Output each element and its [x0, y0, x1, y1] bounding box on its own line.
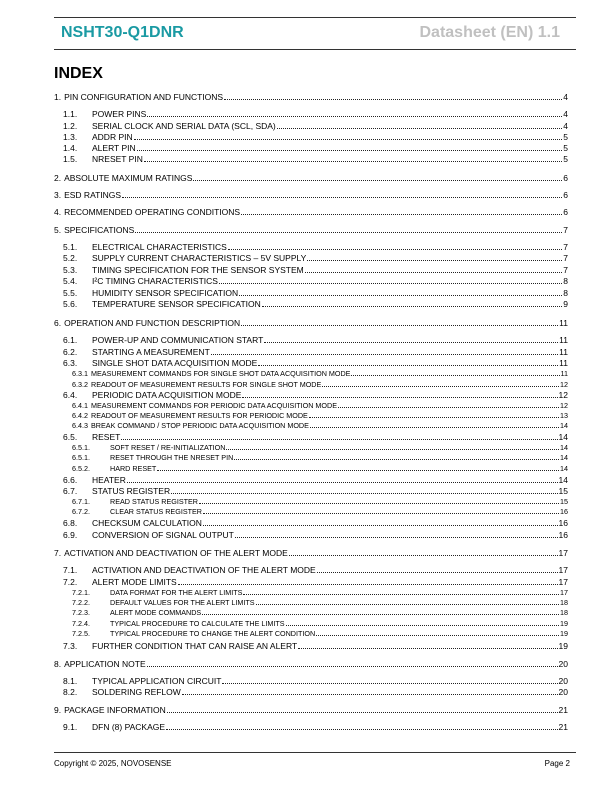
- toc-dot-leader: [307, 260, 562, 261]
- toc-entry-title: POWER PINS: [92, 109, 147, 119]
- toc-entry-level-3[interactable]: [54, 453, 568, 462]
- toc-entry-number: 6.4.: [63, 390, 78, 400]
- toc-entry-level-3[interactable]: [54, 629, 568, 638]
- toc-dot-leader: [243, 594, 559, 595]
- toc-entry-title: DEFAULT VALUES FOR THE ALERT LIMITS: [110, 598, 255, 607]
- toc-dot-leader: [262, 306, 563, 307]
- toc-dot-leader: [147, 116, 562, 117]
- toc-entry-page: 5: [563, 143, 568, 153]
- toc-entry-number: 7.2.: [63, 577, 78, 587]
- toc-entry-level-2[interactable]: [54, 347, 568, 357]
- toc-dot-leader: [222, 683, 557, 684]
- toc-entry-title: MEASUREMENT COMMANDS FOR SINGLE SHOT DATA ACQUISITION MODE: [91, 369, 351, 378]
- toc-dot-leader: [199, 503, 559, 504]
- toc-entry-number: 6.8.: [63, 518, 78, 528]
- toc-entry-title: SOFT RESET / RE-INITIALIZATION: [110, 443, 226, 452]
- toc-entry-page: 5: [563, 154, 568, 164]
- toc-dot-leader: [239, 295, 562, 296]
- toc-entry-number: 6.7.1.: [72, 497, 90, 506]
- toc-entry-title: ACTIVATION AND DEACTIVATION OF THE ALERT MODE: [92, 565, 316, 575]
- toc-entry-number: 9.: [54, 705, 62, 715]
- toc-dot-leader: [264, 342, 558, 343]
- toc-entry-page: 17: [558, 565, 568, 575]
- toc-entry-number: 7.1.: [63, 565, 78, 575]
- toc-entry-page: 15: [560, 497, 568, 506]
- toc-dot-leader: [258, 365, 558, 366]
- toc-entry-level-2[interactable]: [54, 530, 568, 540]
- toc-dot-leader: [167, 712, 558, 713]
- toc-dot-leader: [127, 482, 558, 483]
- toc-entry-page: 16: [558, 518, 568, 528]
- toc-entry-number: 1.5.: [63, 154, 78, 164]
- toc-entry-title: TYPICAL PROCEDURE TO CHANGE THE ALERT CONDITION: [110, 629, 316, 638]
- toc-entry-level-3[interactable]: [54, 380, 568, 389]
- toc-entry-title: ACTIVATION AND DEACTIVATION OF THE ALERT MODE: [64, 548, 288, 558]
- toc-dot-leader: [234, 459, 559, 460]
- toc-entry-level-2[interactable]: [54, 335, 568, 345]
- toc-entry-title: PIN CONFIGURATION AND FUNCTIONS: [64, 92, 224, 102]
- toc-entry-page: 11: [560, 369, 568, 378]
- toc-entry-level-1[interactable]: [54, 92, 568, 102]
- toc-entry-number: 1.: [54, 92, 62, 102]
- toc-entry-level-2[interactable]: [54, 154, 568, 164]
- toc-entry-page: 7: [563, 225, 568, 235]
- toc-entry-number: 5.4.: [63, 276, 78, 286]
- document-kind: Datasheet (EN) 1.1: [419, 24, 560, 41]
- toc-dot-leader: [256, 604, 559, 605]
- toc-entry-title: BREAK COMMAND / STOP PERIODIC DATA ACQUISITION MODE: [91, 421, 309, 430]
- toc-entry-level-1[interactable]: [54, 318, 568, 328]
- toc-entry-title: TIMING SPECIFICATION FOR THE SENSOR SYSTEM: [92, 265, 304, 275]
- toc-entry-number: 6.2.: [63, 347, 78, 357]
- toc-dot-leader: [316, 635, 559, 636]
- toc-entry-title: RESET THROUGH THE NRESET PIN: [110, 453, 234, 462]
- toc-entry-page: 4: [563, 121, 568, 131]
- toc-entry-level-2[interactable]: [54, 276, 568, 286]
- toc-entry-page: 16: [558, 530, 568, 540]
- toc-entry-number: 5.: [54, 225, 62, 235]
- toc-entry-number: 6.5.: [63, 432, 78, 442]
- toc-entry-level-3[interactable]: [54, 411, 568, 420]
- toc-entry-level-2[interactable]: [54, 109, 568, 119]
- toc-entry-page: 20: [558, 676, 568, 686]
- page-number: Page 2: [544, 759, 570, 768]
- toc-entry-page: 7: [563, 253, 568, 263]
- toc-entry-number: 7.3.: [63, 641, 78, 651]
- toc-entry-number: 6.9.: [63, 530, 78, 540]
- toc-dot-leader: [289, 555, 558, 556]
- document-title: NSHT30-Q1DNR: [61, 24, 184, 41]
- toc-entry-page: 11: [559, 347, 568, 357]
- toc-entry-page: 20: [558, 659, 568, 669]
- toc-entry-number: 1.1.: [63, 109, 78, 119]
- toc-dot-leader: [211, 354, 558, 355]
- toc-entry-title: READ STATUS REGISTER: [110, 497, 198, 506]
- toc-entry-level-3[interactable]: [54, 421, 568, 430]
- toc-entry-level-2[interactable]: [54, 641, 568, 651]
- toc-entry-page: 18: [560, 608, 568, 617]
- toc-entry-number: 6.6.: [63, 475, 78, 485]
- toc-entry-page: 14: [558, 475, 568, 485]
- toc-entry-level-2[interactable]: [54, 577, 568, 587]
- toc-entry-title: READOUT OF MEASUREMENT RESULTS FOR PERIODIC MODE: [91, 411, 308, 420]
- toc-dot-leader: [147, 666, 558, 667]
- toc-entry-number: 6.3.2: [72, 380, 88, 389]
- toc-dot-leader: [242, 397, 557, 398]
- toc-entry-page: 4: [563, 109, 568, 119]
- toc-entry-title: FURTHER CONDITION THAT CAN RAISE AN ALERT: [92, 641, 298, 651]
- toc-dot-leader: [134, 139, 563, 140]
- toc-entry-title: I²C TIMING CHARACTERISTICS: [92, 276, 218, 286]
- toc-entry-title: SERIAL CLOCK AND SERIAL DATA (SCL, SDA): [92, 121, 276, 131]
- toc-entry-number: 7.: [54, 548, 62, 558]
- toc-entry-title: STARTING A MEASUREMENT: [92, 347, 210, 357]
- toc-entry-page: 17: [558, 548, 568, 558]
- toc-entry-level-1[interactable]: [54, 207, 568, 217]
- toc-entry-number: 6.4.2: [72, 411, 88, 420]
- toc-dot-leader: [203, 525, 558, 526]
- toc-entry-number: 7.2.2.: [72, 598, 90, 607]
- toc-entry-title: READOUT OF MEASUREMENT RESULTS FOR SINGLE SHOT MODE: [91, 380, 322, 389]
- toc-entry-level-1[interactable]: [54, 173, 568, 183]
- toc-entry-page: 12: [560, 401, 568, 410]
- header-top-rule: [54, 17, 576, 18]
- toc-entry-level-2[interactable]: [54, 358, 568, 368]
- toc-entry-level-2[interactable]: [54, 687, 568, 697]
- toc-entry-level-2[interactable]: [54, 475, 568, 485]
- toc-dot-leader: [166, 729, 557, 730]
- toc-dot-leader: [121, 439, 557, 440]
- toc-entry-title: TYPICAL PROCEDURE TO CALCULATE THE LIMITS: [110, 619, 285, 628]
- footer-rule: [54, 752, 576, 753]
- toc-entry-page: 5: [563, 132, 568, 142]
- toc-entry-number: 2.: [54, 173, 62, 183]
- toc-entry-title: CLEAR STATUS REGISTER: [110, 507, 202, 516]
- toc-entry-page: 12: [560, 380, 568, 389]
- header-bottom-rule: [54, 49, 576, 50]
- toc-entry-page: 14: [560, 453, 568, 462]
- toc-entry-number: 7.2.4.: [72, 619, 90, 628]
- toc-entry-title: SUPPLY CURRENT CHARACTERISTICS – 5V SUPPLY: [92, 253, 307, 263]
- toc-dot-leader: [286, 625, 559, 626]
- toc-entry-title: OPERATION AND FUNCTION DESCRIPTION: [64, 318, 241, 328]
- toc-entry-title: MEASUREMENT COMMANDS FOR PERIODIC DATA ACQUISITION MODE: [91, 401, 337, 410]
- toc-entry-title: SPECIFICATIONS: [64, 225, 135, 235]
- toc-entry-level-3[interactable]: [54, 619, 568, 628]
- toc-entry-level-2[interactable]: [54, 299, 568, 309]
- toc-entry-number: 8.: [54, 659, 62, 669]
- toc-entry-title: DATA FORMAT FOR THE ALERT LIMITS: [110, 588, 243, 597]
- toc-entry-level-2[interactable]: [54, 288, 568, 298]
- toc-entry-page: 15: [558, 486, 568, 496]
- copyright: Copyright © 2025, NOVOSENSE: [54, 759, 172, 768]
- toc-entry-number: 6.3.: [63, 358, 78, 368]
- toc-entry-level-2[interactable]: [54, 722, 568, 732]
- toc-entry-number: 6.5.1.: [72, 443, 90, 452]
- toc-entry-page: 11: [559, 358, 568, 368]
- toc-dot-leader: [171, 493, 557, 494]
- toc-entry-page: 9: [563, 299, 568, 309]
- toc-entry-page: 11: [559, 318, 568, 328]
- toc-entry-page: 19: [560, 619, 568, 628]
- toc-entry-title: HARD RESET: [110, 464, 157, 473]
- toc-entry-number: 5.5.: [63, 288, 78, 298]
- toc-entry-title: PACKAGE INFORMATION: [64, 705, 166, 715]
- toc-entry-page: 7: [563, 265, 568, 275]
- toc-entry-page: 12: [558, 390, 568, 400]
- toc-dot-leader: [310, 427, 559, 428]
- index-title: INDEX: [54, 65, 103, 82]
- toc-entry-level-2[interactable]: [54, 390, 568, 400]
- toc-entry-title: ALERT MODE LIMITS: [92, 577, 177, 587]
- toc-entry-title: STATUS REGISTER: [92, 486, 171, 496]
- toc-dot-leader: [202, 614, 559, 615]
- toc-dot-leader: [235, 537, 558, 538]
- toc-entry-title: NRESET PIN: [92, 154, 143, 164]
- toc-dot-leader: [305, 272, 563, 273]
- toc-entry-level-3[interactable]: [54, 369, 568, 378]
- toc-dot-leader: [226, 449, 559, 450]
- toc-entry-level-1[interactable]: [54, 705, 568, 715]
- toc-dot-leader: [338, 407, 559, 408]
- toc-entry-page: 7: [563, 242, 568, 252]
- toc-entry-number: 5.2.: [63, 253, 78, 263]
- toc-entry-page: 17: [558, 577, 568, 587]
- toc-entry-number: 1.3.: [63, 132, 78, 142]
- toc-entry-page: 14: [560, 443, 568, 452]
- toc-entry-number: 6.4.3: [72, 421, 88, 430]
- toc-dot-leader: [144, 161, 562, 162]
- toc-entry-title: RESET: [92, 432, 121, 442]
- toc-dot-leader: [317, 572, 558, 573]
- toc-dot-leader: [228, 249, 563, 250]
- toc-entry-level-2[interactable]: [54, 676, 568, 686]
- toc-entry-title: TYPICAL APPLICATION CIRCUIT: [92, 676, 222, 686]
- toc-entry-page: 11: [559, 335, 568, 345]
- toc-entry-title: ALERT MODE COMMANDS: [110, 608, 202, 617]
- toc-dot-leader: [122, 197, 562, 198]
- toc-entry-page: 14: [558, 432, 568, 442]
- toc-entry-level-3[interactable]: [54, 443, 568, 452]
- toc-entry-level-3[interactable]: [54, 608, 568, 617]
- toc-entry-level-2[interactable]: [54, 432, 568, 442]
- toc-entry-number: 6.1.: [63, 335, 78, 345]
- toc-entry-number: 6.4.1: [72, 401, 88, 410]
- toc-entry-level-2[interactable]: [54, 143, 568, 153]
- toc-dot-leader: [182, 694, 558, 695]
- toc-entry-level-3[interactable]: [54, 598, 568, 607]
- toc-entry-level-3[interactable]: [54, 588, 568, 597]
- toc-dot-leader: [193, 180, 562, 181]
- toc-entry-page: 18: [560, 598, 568, 607]
- toc-dot-leader: [157, 470, 559, 471]
- toc-dot-leader: [137, 150, 563, 151]
- toc-entry-page: 14: [560, 464, 568, 473]
- toc-entry-page: 6: [563, 173, 568, 183]
- toc-dot-leader: [219, 283, 562, 284]
- toc-entry-level-2[interactable]: [54, 132, 568, 142]
- toc-entry-level-1[interactable]: [54, 659, 568, 669]
- toc-dot-leader: [224, 99, 562, 100]
- toc-entry-title: PERIODIC DATA ACQUISITION MODE: [92, 390, 242, 400]
- toc-entry-level-3[interactable]: [54, 464, 568, 473]
- toc-entry-number: 3.: [54, 190, 62, 200]
- toc-entry-number: 6.3.1: [72, 369, 88, 378]
- toc-entry-number: 6.7.2.: [72, 507, 90, 516]
- toc-entry-level-1[interactable]: [54, 190, 568, 200]
- toc-entry-number: 5.3.: [63, 265, 78, 275]
- toc-entry-number: 1.4.: [63, 143, 78, 153]
- toc-dot-leader: [135, 232, 562, 233]
- toc-entry-title: POWER-UP AND COMMUNICATION START: [92, 335, 264, 345]
- toc-entry-page: 16: [560, 507, 568, 516]
- toc-entry-title: HEATER: [92, 475, 126, 485]
- toc-dot-leader: [241, 214, 562, 215]
- toc-dot-leader: [241, 325, 558, 326]
- toc-dot-leader: [277, 128, 563, 129]
- toc-entry-number: 6.: [54, 318, 62, 328]
- toc-entry-number: 5.1.: [63, 242, 78, 252]
- toc-entry-number: 5.6.: [63, 299, 78, 309]
- toc-entry-page: 4: [563, 92, 568, 102]
- toc-entry-page: 6: [563, 207, 568, 217]
- toc-entry-number: 4.: [54, 207, 62, 217]
- toc-entry-title: HUMIDITY SENSOR SPECIFICATION: [92, 288, 239, 298]
- toc-entry-title: TEMPERATURE SENSOR SPECIFICATION: [92, 299, 261, 309]
- toc-entry-title: DFN (8) PACKAGE: [92, 722, 166, 732]
- toc-entry-level-2[interactable]: [54, 565, 568, 575]
- toc-entry-level-3[interactable]: [54, 401, 568, 410]
- toc-entry-page: 14: [560, 421, 568, 430]
- toc-entry-number: 6.7.: [63, 486, 78, 496]
- toc-entry-title: ELECTRICAL CHARACTERISTICS: [92, 242, 227, 252]
- toc-entry-title: CHECKSUM CALCULATION: [92, 518, 202, 528]
- toc-entry-level-2[interactable]: [54, 518, 568, 528]
- toc-entry-number: 7.2.1.: [72, 588, 90, 597]
- toc-entry-number: 7.2.3.: [72, 608, 90, 617]
- toc-entry-page: 8: [563, 276, 568, 286]
- toc-entry-page: 6: [563, 190, 568, 200]
- toc-dot-leader: [322, 386, 559, 387]
- toc-entry-number: 8.2.: [63, 687, 78, 697]
- toc-entry-title: ABSOLUTE MAXIMUM RATINGS: [64, 173, 193, 183]
- toc-dot-leader: [203, 513, 559, 514]
- toc-entry-number: 9.1.: [63, 722, 78, 732]
- toc-entry-title: SOLDERING REFLOW: [92, 687, 181, 697]
- toc-entry-number: 1.2.: [63, 121, 78, 131]
- toc-entry-level-2[interactable]: [54, 486, 568, 496]
- toc-entry-title: APPLICATION NOTE: [64, 659, 146, 669]
- toc-entry-page: 19: [558, 641, 568, 651]
- toc-entry-level-1[interactable]: [54, 548, 568, 558]
- toc-entry-level-2[interactable]: [54, 265, 568, 275]
- toc-entry-level-3[interactable]: [54, 497, 568, 506]
- toc-entry-page: 8: [563, 288, 568, 298]
- toc-dot-leader: [351, 375, 559, 376]
- toc-entry-page: 21: [558, 722, 568, 732]
- toc-entry-title: ALERT PIN: [92, 143, 136, 153]
- toc-entry-title: CONVERSION OF SIGNAL OUTPUT: [92, 530, 234, 540]
- toc-entry-title: RECOMMENDED OPERATING CONDITIONS: [64, 207, 241, 217]
- toc-entry-number: 6.5.2.: [72, 464, 90, 473]
- toc-entry-page: 20: [558, 687, 568, 697]
- toc-entry-level-1[interactable]: [54, 225, 568, 235]
- toc-entry-level-2[interactable]: [54, 253, 568, 263]
- toc-entry-page: 13: [560, 411, 568, 420]
- toc-dot-leader: [178, 584, 558, 585]
- toc-entry-level-3[interactable]: [54, 507, 568, 516]
- toc-entry-number: 7.2.5.: [72, 629, 90, 638]
- toc-entry-number: 6.5.1.: [72, 453, 90, 462]
- toc-entry-page: 17: [560, 588, 568, 597]
- toc-entry-page: 19: [560, 629, 568, 638]
- toc-entry-level-2[interactable]: [54, 242, 568, 252]
- toc-dot-leader: [309, 417, 559, 418]
- toc-entry-level-2[interactable]: [54, 121, 568, 131]
- toc-entry-title: ESD RATINGS: [64, 190, 122, 200]
- toc-entry-number: 8.1.: [63, 676, 78, 686]
- toc-entry-page: 21: [558, 705, 568, 715]
- toc-entry-title: SINGLE SHOT DATA ACQUISITION MODE: [92, 358, 258, 368]
- toc-entry-title: ADDR PIN: [92, 132, 133, 142]
- toc-dot-leader: [298, 648, 557, 649]
